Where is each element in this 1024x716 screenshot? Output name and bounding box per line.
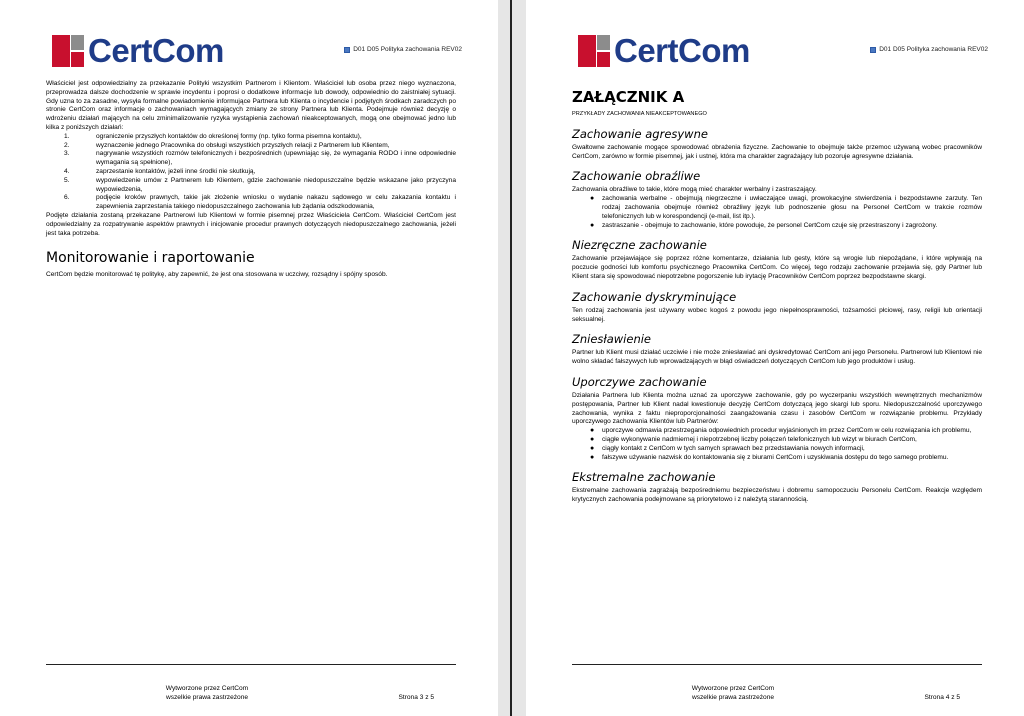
doc-reference (870, 46, 988, 53)
list-item: 1. ograniczenie przyszłych kontaktów do określonej formy (np. tylko forma pisemna kontaktu), (64, 132, 362, 140)
list-item: 2. wyznaczenie jednego Pracownika do obsługi wszystkich przyszłych relacji z Partnerem lub Klientem, (64, 141, 390, 149)
list-item: ● ciągłe wykonywanie nadmiernej i niepotrzebnej liczby połączeń telefonicznych lub wizyt w biurach CertCom, (590, 435, 917, 443)
bullet-icon: ● (590, 221, 595, 229)
paragraph-extreme: Ekstremalne zachowania zagrażają bezpośredniemu bezpieczeństwu i dobremu samopoczuciu Personelu CertCom. Reakcje względem krytycznych zachowania podejmowane są priorytetowo i z należytą starannością. (572, 487, 982, 504)
actions-list (46, 133, 456, 212)
page-content (46, 80, 456, 280)
paragraph-persistent: Działania Partnera lub Klienta można uznać za uporczywe zachowanie, gdy po wyczerpaniu wszystkich wewnętrznych mechanizmów postępowania, Partner lub Klient nadal kwestionuje decyzję CertCom dotyczącą jego skargi lub sporu. Niedopuszczalność uporczywego zachowania, wynika z faktu nieproporcjonalności zaangażowania czasu i zasobów CertCom w rozwiązanie problemu. Przykłady uporczywego zachowania Klientów lub Partnerów: (572, 391, 982, 426)
document-page-4 (526, 0, 1024, 716)
paragraph-aggressive: Gwałtowne zachowanie mogące spowodować obrażenia fizyczne. Zachowanie to obejmuje także przemoc używaną wobec pracowników CertCom, zarówno w formie pisemnej, jak i ustnej, która ma charakter zagrażający lub pozoruje agresywne działania. (572, 143, 982, 160)
list-item: 6. podjęcie kroków prawnych, takie jak złożenie wniosku o wydanie nakazu sądowego w celu zakazania kontaktu i zapewnienia zaprzestania takiego niedopuszczalnego zachowania lub żądania odszkodowania, (64, 194, 456, 211)
doc-ref-label: D01 D05 Polityka zachowania REV02 (353, 46, 462, 53)
bullet-icon: ● (590, 435, 595, 443)
list-item: 4. zaprzestanie kontaktów, jeżeli inne środki nie skutkują, (64, 167, 256, 175)
footer-divider (46, 664, 456, 665)
persistent-list (572, 427, 982, 462)
certcom-logo (578, 34, 750, 68)
list-item: 5. wypowiedzenie umów z Partnerem lub Klientem, gdzie zachowanie niedopuszczalne będzie wskazane jako przyczyna wypowiedzenia, (64, 176, 456, 193)
doc-reference (344, 46, 462, 53)
page-divider (510, 0, 512, 716)
logo-text: CertCom (88, 32, 224, 69)
page-header (52, 34, 462, 68)
footer-divider (572, 664, 982, 665)
list-item: ● ciągły kontakt z CertCom w tych samych sprawach bez przedstawiania nowych informacji, (590, 444, 865, 452)
subheading-offensive: Zachowanie obraźliwe (572, 169, 701, 184)
footer-line-1: Wytworzone przez CertCom (691, 685, 775, 692)
closing-paragraph: Podjęte działania zostaną przekazane Partnerowi lub Klientowi w formie pisemnej przez Właściciela CertCom. Właściciel CertCom jest odpowiedzialny za rozpatrywanie aspektów prawnych i inicjowanie procedur prawnych dotyczących niedopuszczalnego zachowania, jeżeli jest taka potrzeba. (46, 211, 456, 237)
paragraph-discriminatory: Ten rodzaj zachowania jest używany wobec kogoś z powodu jego niepełnosprawności, tożsamości płciowej, rasy, religii lub orientacji seksualnej. (572, 306, 982, 323)
section-paragraph: CertCom będzie monitorować tę politykę, aby zapewnić, że jest ona stosowana w uczciwy, rozsądny i spójny sposób. (46, 271, 388, 279)
list-item: ● zastraszanie - obejmuje to zachowanie, które powoduje, że personel CertCom czuje się przestraszony i zagrożony. (590, 221, 938, 229)
list-item: ● uporczywe odmawia przestrzegania odpowiednich procedur wyjaśnionych im przez CertCom w celu rozwiązania ich problemu, (590, 427, 972, 435)
subheading-aggressive: Zachowanie agresywne (572, 126, 708, 141)
page-footer (46, 664, 456, 701)
offensive-list (572, 195, 982, 230)
page-content (572, 88, 982, 505)
subheading-awkward: Niezręczne zachowanie (572, 238, 707, 253)
list-item: ● fałszywe używanie nazwisk do kontaktowania się z biurami CertCom i uzyskiwania dostępu do tego samego problemu. (590, 453, 949, 461)
logo-mark-icon (578, 35, 610, 67)
footer-line-1: Wytworzone przez CertCom (165, 685, 249, 692)
subheading-extreme: Ekstremalne zachowanie (572, 470, 716, 485)
list-item: ● zachowania werbalne - obejmują niegrzeczne i uwłaczające uwagi, prowokacyjne stwierdzenia i bezpodstawne zarzuty. Ten rodzaj zachowania obejmuje również obraźliwy język lub podnoszenie głosu na Personel CertCom w trakcie rozmów telefonicznych lub w korespondencji (e-mail, list itp.). (590, 195, 982, 220)
bullet-icon: ● (590, 427, 595, 435)
logo-text: CertCom (614, 32, 750, 69)
annex-subtitle: PRZYKŁADY ZACHOWANIA NIEAKCEPTOWANEGO (572, 111, 707, 117)
intro-paragraph: Właściciel jest odpowiedzialny za przekazanie Polityki wszystkim Partnerom i Klientom. Właściciel lub osoba przez niego wyznaczona, przeprowadza dalsze dochodzenie w sprawie incydentu i poprosi o dodatkowe informacje lub dowody, odpowiednio do zaistniałej sytuacji. Gdy uzna to za zasadne, wysyła formalne powiadomienie informujące Partnera lub Klienta o incydencie i podjętych środkach zaradczych po stronie CertCom oraz informacje o zachowaniach wymagających zmiany ze strony Partnera lub Klienta. Podejmuje również decyzję o wdrożeniu działań mających na celu zminimalizowanie ryzyka wystąpienia zachowań nieakceptowanych, mogą one obejmować jedno lub kilka z poniższych działań: (46, 80, 456, 131)
paragraph-awkward: Zachowanie przejawiające się poprzez różne komentarze, działania lub gesty, które są wrogie lub niepożądane, i które wpływają na poczucie godności lub komfortu psychicznego Pracownika CertCom. Co więcej, tego rodzaju zachowanie przejawia się, gdy Partner lub Klient stara się spowodować niepotrzebne pogorszenie lub irytację Pracowników CertCom poprzez bezpodstawne skargi. (572, 255, 982, 280)
footer-line-2: wszelkie prawa zastrzeżone (165, 694, 249, 701)
page-gap (498, 0, 526, 716)
page-number: Strona 3 z 5 (398, 694, 434, 701)
doc-ref-icon (870, 47, 876, 53)
subheading-defamation: Zniesławienie (572, 332, 652, 347)
footer-line-2: wszelkie prawa zastrzeżone (691, 694, 775, 701)
list-item: 3. nagrywanie wszystkich rozmów telefonicznych i bezpośrednich (upewniając się, że wymagania RODO i inne odpowiednie wymagania są spełnione), (64, 150, 456, 167)
page-number: Strona 4 z 5 (924, 694, 960, 701)
doc-ref-label: D01 D05 Polityka zachowania REV02 (879, 46, 988, 53)
document-page-3 (0, 0, 498, 716)
logo-mark-icon (52, 35, 84, 67)
bullet-icon: ● (590, 195, 595, 203)
paragraph-defamation: Partner lub Klient musi działać uczciwie i nie może zniesławiać ani dyskredytować CertCom ani jego Personelu. Partnerowi lub Klientowi nie wolno składać fałszywych lub wprowadzających w błąd oświadczeń dotyczących CertCom lub jego produktów i usług. (572, 349, 982, 366)
page-footer (572, 664, 982, 701)
certcom-logo (52, 34, 224, 68)
page-header (578, 34, 988, 68)
section-heading: Monitorowanie i raportowanie (46, 250, 255, 267)
paragraph-offensive: Zachowania obraźliwe to takie, które mogą mieć charakter werbalny i zastraszający. (572, 186, 817, 194)
subheading-discriminatory: Zachowanie dyskryminujące (572, 289, 737, 304)
bullet-icon: ● (590, 444, 595, 452)
bullet-icon: ● (590, 453, 595, 461)
annex-title: ZAŁĄCZNIK A (572, 88, 685, 106)
subheading-persistent: Uporczywe zachowanie (572, 374, 707, 389)
doc-ref-icon (344, 47, 350, 53)
